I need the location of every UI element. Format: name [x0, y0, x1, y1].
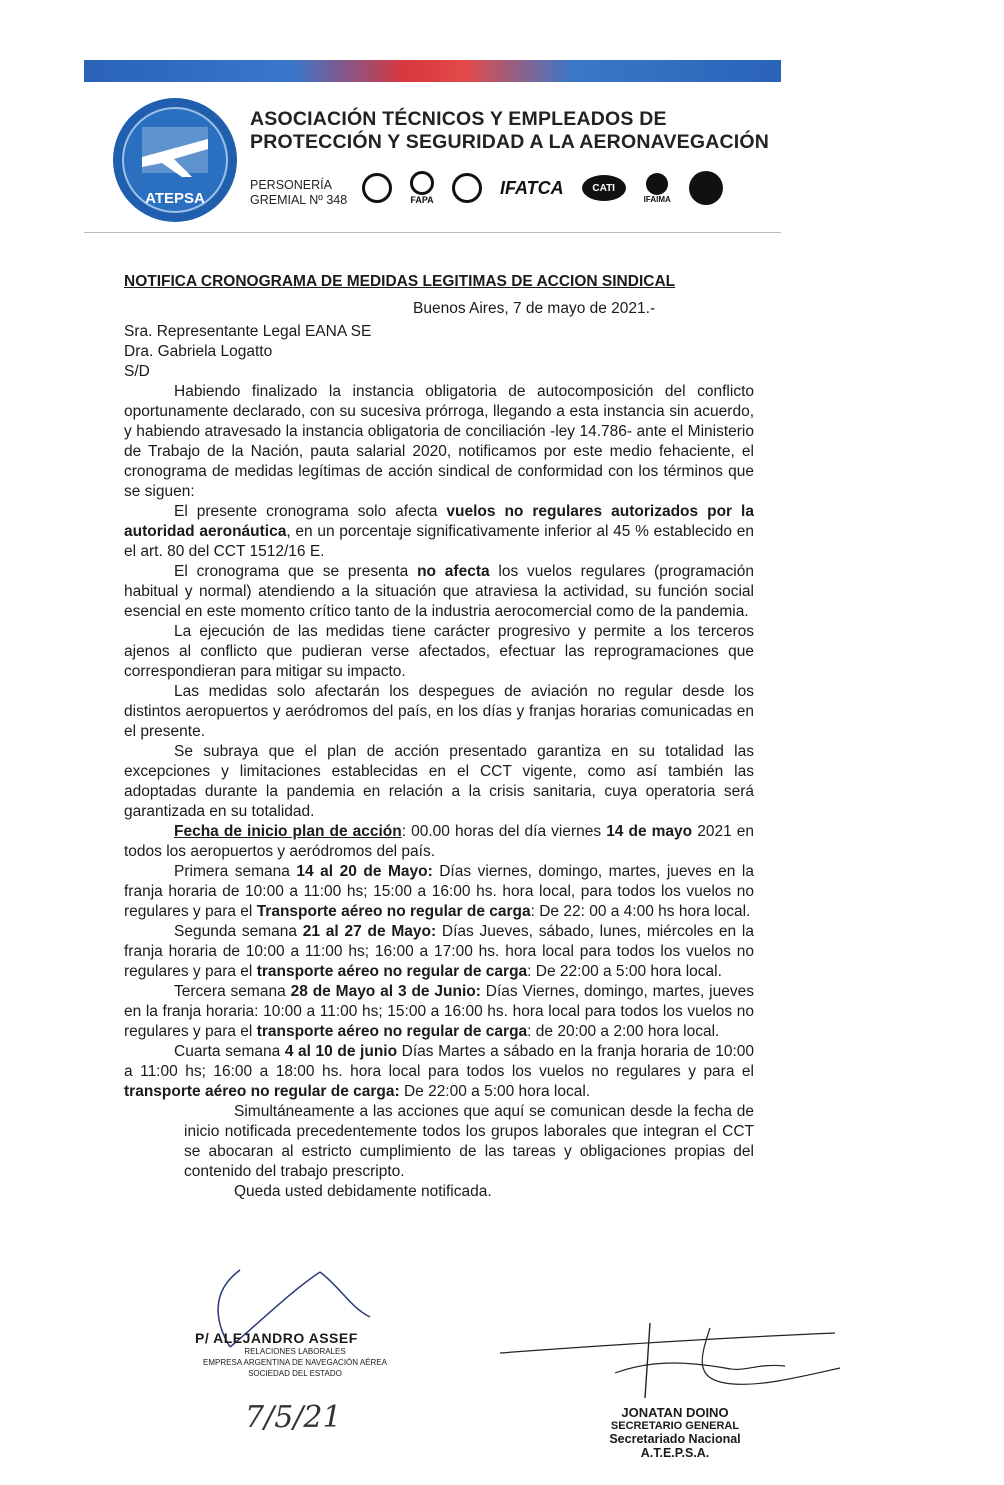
week-4-paragraph: Cuarta semana 4 al 10 de junio Días Martes a sábado en la franja horaria de 10:00 a 11:00 hs; 16:00 a 18:00 hs. hora local para todos los vuelos no regulares y para el transporte aéreo no regular de carga: De 22:00 a 5:00 hora local. [124, 1043, 754, 1100]
ifaima-logo [644, 173, 671, 204]
ifaima-icon [646, 173, 668, 195]
paragraph: Habiendo finalizado la instancia obligatoria de autocomposición del conflicto oportunamente declarado, con su sucesiva prórroga, llegando a esta instancia sin acuerdo, y habiendo atravesado la instancia obligatoria de conciliación -ley 14.786- ante el Ministerio de Trabajo de la Nación, pauta salarial 2020, notificamos por este medio fehaciente, el cronograma de medidas legítimas de acción sindical de conformidad con los términos que se siguen: [124, 383, 754, 500]
handwritten-signature-right [495, 1318, 845, 1403]
itf-logo [452, 173, 482, 203]
cgt-logo [362, 173, 392, 203]
week-2-paragraph: Segunda semana 21 al 27 de Mayo: Días Jueves, sábado, lunes, miércoles en la franja horaria de 10:00 a 11:00 hs; 16:00 a 17:00 hs. hora local para todos los vuelos no regulares y para el transporte aéreo no regular de carga: De 22:00 a 5:00 hora local. [124, 923, 754, 980]
atepsa-logo [112, 97, 238, 223]
signer-left-line: SOCIEDAD DEL ESTADO [248, 1369, 342, 1378]
paragraph: Se subraya que el plan de acción presentado garantiza en su totalidad las excepciones y limitaciones establecidas en el CCT vigente, como así también las adoptadas durante la pandemia en relación a la crisis sanitaria, cuya operatoria será garantizada en su totalidad. [124, 743, 754, 820]
globe-logo [689, 171, 723, 205]
paragraph: Simultáneamente a las acciones que aquí se comunican desde la fecha de inicio notificada precedentemente todos los grupos laborales que integran el CCT se abocaran al estricto cumplimiento de las tareas y obligaciones propias del contenido del trabajo prescripto. [184, 1103, 754, 1180]
personeria-line2: GREMIAL Nº 348 [250, 193, 348, 207]
signer-right-org: A.T.E.P.S.A. [640, 1446, 710, 1460]
recipient-line: Dra. Gabriela Logatto [124, 343, 273, 360]
document-body [124, 322, 754, 1202]
signer-right-name: JONATAN DOINO [621, 1405, 729, 1420]
signer-left-line: RELACIONES LABORALES [244, 1347, 346, 1356]
ifatca-logo: IFATCA [500, 177, 564, 198]
signature-block-left [195, 1330, 395, 1379]
ifaima-label: IFAIMA [643, 194, 671, 204]
recipient-line: S/D [124, 363, 150, 380]
signer-right-dept: Secretariado Nacional [609, 1432, 741, 1446]
paragraph: La ejecución de las medidas tiene carácter progresivo y permite a los terceros ajenos al conflicto que pudieran verse afectados, efectuar las reprogramaciones que correspondieran para mitigar su impacto. [124, 623, 754, 680]
recipient-line: Sra. Representante Legal EANA SE [124, 323, 372, 340]
signer-right-role: SECRETARIO GENERAL [610, 1420, 740, 1432]
personeria-line1: PERSONERÍA [250, 178, 332, 192]
paragraph: El cronograma que se presenta no afecta los vuelos regulares (programación habitual y normal) atendiendo a la situación que atraviesa la actividad, su función social esencial en este momento crítico tanto de la industria aerocomercial como de la pandemia. [124, 563, 754, 620]
start-date-paragraph: Fecha de inicio plan de acción: 00.00 horas del día viernes 14 de mayo 2021 en todos los aeropuertos y aeródromos del país. [124, 823, 754, 860]
organization-title [250, 108, 790, 154]
signer-left-line: EMPRESA ARGENTINA DE NAVEGACIÓN AÉREA [203, 1358, 387, 1367]
logo-text: ATEPSA [145, 190, 205, 207]
signature-block-right [590, 1405, 760, 1460]
signer-left-name: P/ ALEJANDRO ASSEF [195, 1330, 358, 1346]
cati-logo: CATI [582, 175, 626, 201]
fapa-logo [410, 171, 434, 205]
fapa-label: FAPA [410, 195, 434, 205]
paragraph: Las medidas solo afectarán los despegues de aviación no regular desde los distintos aeropuertos y aeródromos del país, en los días y franjas horarias comunicadas en el presente. [124, 683, 754, 740]
header-color-bar [84, 60, 781, 82]
paragraph: El presente cronograma solo afecta vuelos no regulares autorizados por la autoridad aeronáutica, en un porcentaje significativamente inferior al 45 % establecido en el art. 80 del CCT 1512/16 E. [124, 503, 754, 560]
personeria-gremial [250, 178, 347, 208]
org-title-line1: ASOCIACIÓN TÉCNICOS Y EMPLEADOS DE [250, 108, 667, 130]
closing-line: Queda usted debidamente notificada. [234, 1183, 492, 1200]
week-1-paragraph: Primera semana 14 al 20 de Mayo: Días viernes, domingo, martes, jueves en la franja horaria de 10:00 a 11:00 hs; 15:00 a 16:00 hs. hora local, para todos los vuelos no regulares y para el Transporte aéreo no regular de carga: De 22: 00 a 4:00 hs hora local. [124, 863, 754, 920]
header-divider [84, 232, 781, 233]
fapa-icon [410, 171, 434, 195]
handwritten-date: 7/5/21 [245, 1400, 342, 1435]
week-3-paragraph: Tercera semana 28 de Mayo al 3 de Junio: Días Viernes, domingo, martes, jueves en la franja horaria: 10:00 a 11:00 hs; 15:00 a 16:00 hs. hora local para todos los vuelos no regulares y para el transporte aéreo no regular de carga: de 20:00 a 2:00 hora local. [124, 983, 754, 1040]
document-title: NOTIFICA CRONOGRAMA DE MEDIDAS LEGITIMAS DE ACCION SINDICAL [124, 273, 676, 290]
affiliation-logos [362, 168, 723, 208]
org-title-line2: PROTECCIÓN Y SEGURIDAD A LA AERONAVEGACIÓN [250, 131, 770, 153]
document-date: Buenos Aires, 7 de mayo de 2021.- [413, 300, 656, 317]
